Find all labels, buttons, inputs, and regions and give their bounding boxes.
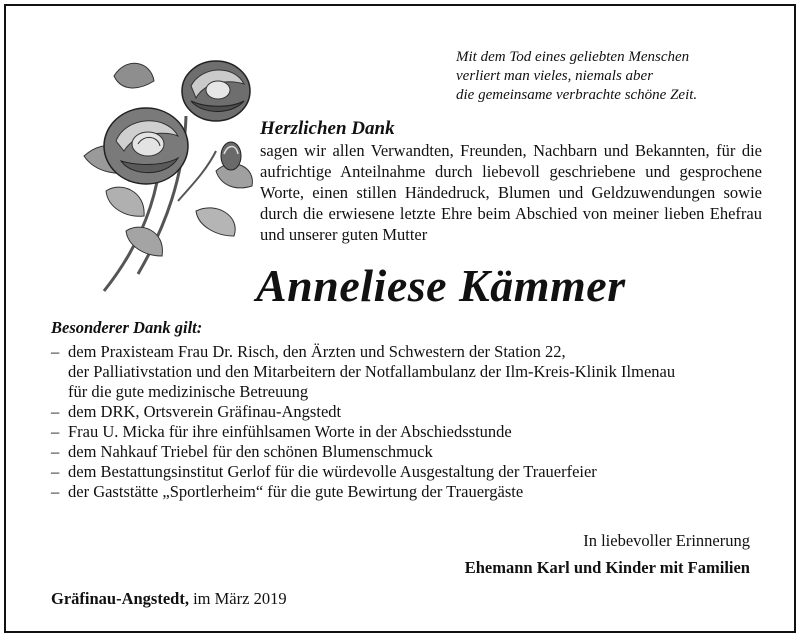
closing-family: Ehemann Karl und Kinder mit Familien <box>464 558 750 577</box>
list-item-line: dem Nahkauf Triebel für den schönen Blumenschmuck <box>68 442 433 461</box>
quote-line: Mit dem Tod eines geliebten Menschen <box>456 49 690 65</box>
thanks-text: sagen wir allen Verwandten, Freunden, Nachbarn und Bekannten, für die aufrichtige Anteilnahme durch liebevoll geschriebene und gesprochene Worte, einen stillen Händedruck, Blumen und Geldzuwendungen sowie durch die erwiesene letzte Ehre beim Abschied von meiner lieben Ehefrau und unserer guten Mutter <box>260 141 762 244</box>
place-name: Gräfinau-Angstedt, <box>51 589 189 608</box>
place-date <box>51 589 287 609</box>
rose-illustration-icon <box>66 36 266 296</box>
list-dash: – <box>51 462 60 481</box>
quote-line: die gemeinsame verbrachte schöne Zeit. <box>456 87 698 103</box>
thanks-section <box>260 118 762 245</box>
memorial-quote <box>456 48 756 105</box>
special-thanks-list <box>51 342 771 502</box>
list-dash: – <box>51 402 60 421</box>
list-item-line: Frau U. Micka für ihre einfühlsamen Worte in der Abschiedsstunde <box>68 422 512 441</box>
list-item <box>51 422 771 442</box>
list-dash: – <box>51 422 60 441</box>
thanks-title: Herzlichen Dank <box>260 118 395 139</box>
special-thanks-heading: Besonderer Dank gilt: <box>51 318 203 337</box>
list-dash: – <box>51 442 60 461</box>
list-item <box>51 442 771 462</box>
list-item <box>51 482 771 502</box>
list-item-line: dem Bestattungsinstitut Gerlof für die würdevolle Ausgestaltung der Trauerfeier <box>68 462 597 481</box>
list-item <box>51 462 771 482</box>
list-item <box>51 342 771 402</box>
list-item <box>51 402 771 422</box>
deceased-name: Anneliese Kämmer <box>256 260 626 311</box>
list-item-line: dem Praxisteam Frau Dr. Risch, den Ärzten und Schwestern der Station 22, <box>68 342 566 361</box>
obituary-notice <box>4 4 796 633</box>
list-dash: – <box>51 482 60 501</box>
list-dash: – <box>51 342 60 361</box>
closing-memory: In liebevoller Erinnerung <box>583 531 750 550</box>
list-item-line: der Palliativstation und den Mitarbeitern der Notfallambulanz der Ilm-Kreis-Klinik Ilmenau <box>68 362 676 381</box>
list-item-line: der Gaststätte „Sportlerheim“ für die gute Bewirtung der Trauergäste <box>68 482 524 501</box>
quote-line: verliert man vieles, niemals aber <box>456 68 654 84</box>
list-item-line: für die gute medizinische Betreuung <box>68 382 309 401</box>
date-text: im März 2019 <box>193 589 287 608</box>
list-item-line: dem DRK, Ortsverein Gräfinau-Angstedt <box>68 402 342 421</box>
